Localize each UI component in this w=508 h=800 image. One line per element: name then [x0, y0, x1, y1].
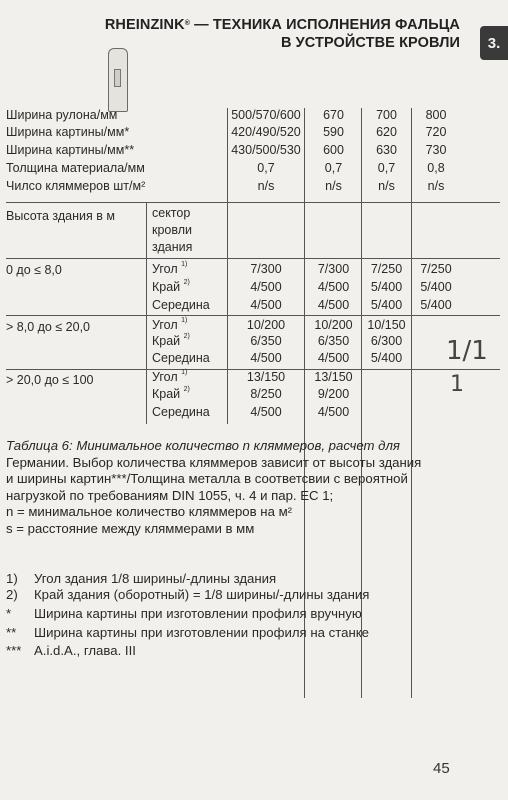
clip-value: 7/300 [317, 262, 350, 276]
zone-row [152, 318, 187, 332]
footnote-mark: 1) [181, 317, 188, 324]
header-line-1 [40, 16, 460, 34]
footnote-text: Край здания (оборотный) = 1/8 ширины/-длины здания [34, 587, 370, 602]
footnote-mark: *** [6, 643, 22, 658]
caption-line: нагрузкой по требованиям DIN 1055, ч. 4 и пар. ЕС 1; [6, 487, 334, 503]
footnote-mark: 2) [183, 386, 190, 393]
zone-row [152, 387, 190, 401]
page-number: 45 [433, 760, 450, 777]
clip-value: 4/500 [250, 298, 282, 312]
handwritten-mark: 1 [450, 372, 464, 397]
spec-value: 0,7 [377, 161, 396, 175]
column-divider [411, 108, 412, 698]
zone-row [152, 370, 187, 384]
height-range: 0 до ≤ 8,0 [6, 263, 62, 277]
clip-value: 7/250 [420, 262, 452, 276]
spec-value: 420/490/520 [231, 125, 301, 139]
page-header [40, 16, 460, 52]
spec-row [6, 125, 506, 141]
spec-row [6, 108, 506, 124]
footnote-text: Ширина картины при изготовлении профиля вручную [34, 606, 362, 621]
clip-value: 9/200 [317, 387, 350, 401]
clip-value: 4/500 [317, 280, 350, 294]
sector-name: Середина [152, 298, 210, 312]
clip-value: 4/500 [250, 405, 282, 419]
sector-name: Край [152, 387, 181, 401]
footnote-mark: 2) [183, 279, 190, 286]
clip-value: 4/500 [317, 351, 350, 365]
spec-value: 720 [425, 125, 447, 139]
sector-name: Середина [152, 405, 210, 419]
footnote-mark: ** [6, 625, 17, 640]
spec-value: 630 [376, 143, 397, 157]
caption-line: Таблица 6: Минимальное количество n кляммеров, расчет для [6, 438, 400, 453]
spec-label: Толщина материала/мм [6, 161, 145, 175]
spec-label: Ширина рулона/мм [6, 108, 118, 122]
height-range: > 20,0 до ≤ 100 [6, 373, 94, 387]
spec-value: 700 [376, 108, 397, 122]
definition-s: s = расстояние между кляммерами в мм [6, 520, 255, 536]
clip-value: 10/200 [314, 318, 353, 332]
sector-name: Угол [152, 370, 178, 384]
spec-row [6, 143, 506, 159]
clip-value: 5/400 [370, 298, 403, 312]
height-column-header: Высота здания в м [6, 209, 115, 223]
clip-value: 7/300 [250, 262, 282, 276]
handwritten-mark: 1/1 [446, 336, 488, 366]
section-tab: 3. [480, 26, 508, 60]
clip-value: 5/400 [420, 298, 452, 312]
spec-value: n/s [257, 179, 275, 193]
sector-name: Середина [152, 351, 210, 365]
clip-value: 4/500 [250, 280, 282, 294]
spec-label: Ширина картины/мм** [6, 143, 135, 157]
clip-value: 4/500 [317, 405, 350, 419]
spec-value: 590 [323, 125, 344, 139]
clip-value: 10/200 [246, 318, 286, 332]
spec-row [6, 179, 506, 195]
spec-label: Чилсо кляммеров шт/м² [6, 179, 146, 193]
clip-value: 8/250 [250, 387, 282, 401]
spec-value: 0,8 [427, 161, 445, 175]
sector-header-line: кровли [152, 223, 193, 237]
sector-name: Край [152, 334, 181, 348]
spec-value: 670 [323, 108, 344, 122]
sector-divider [146, 202, 147, 424]
table-rule [6, 202, 500, 203]
spec-value: 430/500/530 [231, 143, 301, 157]
footnote-text: A.i.d.A., глава. III [34, 643, 136, 658]
clip-value: 10/150 [367, 318, 406, 332]
clip-value: 13/150 [314, 370, 353, 384]
footnote-mark: 1) [181, 369, 188, 376]
footnote-text: Угол здания 1/8 ширины/-длины здания [34, 571, 277, 586]
zone-row [152, 262, 187, 276]
spec-value: 0,7 [257, 161, 275, 175]
clip-value: 4/500 [317, 298, 350, 312]
definition-n: n = минимальное количество кляммеров на м² [6, 504, 293, 519]
height-range: > 8,0 до ≤ 20,0 [6, 320, 91, 334]
sector-name: Угол [152, 318, 178, 332]
zone-row [152, 280, 190, 294]
table-caption [6, 438, 504, 537]
spec-value: 600 [323, 143, 344, 157]
header-line-2: В УСТРОЙСТВЕ КРОВЛИ [280, 35, 460, 51]
brand-name: RHEINZINK [104, 17, 185, 33]
sector-name: Край [152, 280, 181, 294]
spec-row [6, 161, 506, 177]
caption-line: Германии. Выбор количества кляммеров зависит от высоты здания [6, 454, 422, 470]
spec-value: n/s [325, 179, 342, 193]
table-rule [6, 258, 500, 259]
footnote-mark: 2) [6, 587, 18, 602]
spec-value: n/s [427, 179, 445, 193]
footnote-text: Ширина картины при изготовлении профиля на станке [34, 625, 369, 640]
table-rule [6, 315, 500, 316]
caption-line: и ширины картин***/Толщина металла в соответсвии с вероятной [6, 471, 408, 486]
spec-label: Ширина картины/мм* [6, 125, 130, 139]
clip-value: 6/300 [370, 334, 403, 348]
spec-value: 730 [425, 143, 447, 157]
spec-value: 800 [425, 108, 447, 122]
spec-value: n/s [378, 179, 395, 193]
sector-header-line: здания [152, 240, 193, 254]
footnote-mark: 1) [181, 261, 188, 268]
clip-value: 13/150 [246, 370, 286, 384]
clip-value: 6/350 [317, 334, 350, 348]
zone-row [152, 334, 190, 348]
header-title-rest: — ТЕХНИКА ИСПОЛНЕНИЯ ФАЛЬЦА [189, 17, 460, 33]
footnote-mark: 2) [183, 333, 190, 340]
clip-value: 7/250 [370, 262, 403, 276]
clip-value: 5/400 [370, 351, 403, 365]
spec-value: 500/570/600 [231, 108, 301, 122]
clip-value: 5/400 [420, 280, 452, 294]
sector-name: Угол [152, 262, 178, 276]
standing-seam-clip-figure [108, 48, 128, 112]
footnote-mark: * [6, 606, 12, 621]
spec-value: 620 [376, 125, 397, 139]
sector-header-line: сектор [152, 206, 191, 220]
clip-value: 5/400 [370, 280, 403, 294]
clip-value: 4/500 [250, 351, 282, 365]
footnote-mark: 1) [6, 571, 18, 586]
spec-value: 0,7 [324, 161, 343, 175]
registered-mark: ® [184, 20, 190, 27]
clip-value: 6/350 [250, 334, 282, 348]
